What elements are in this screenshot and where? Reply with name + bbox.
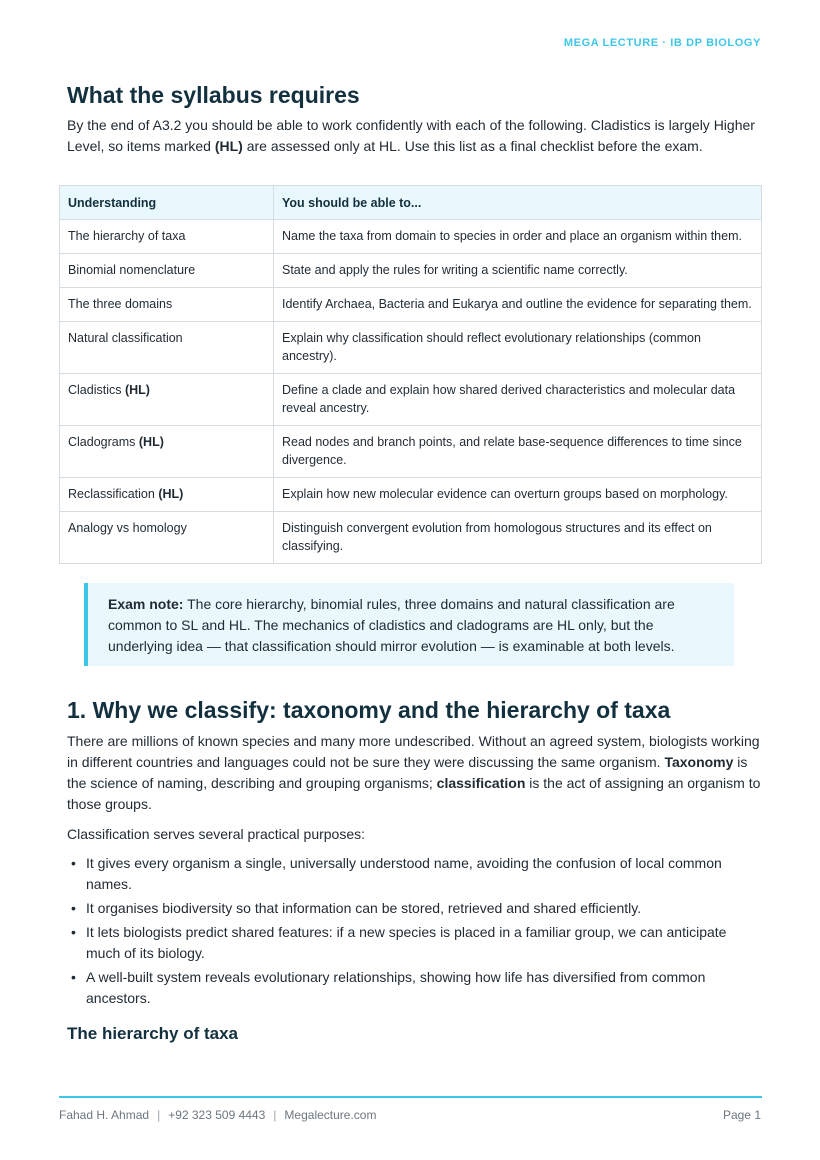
topic-text: Cladistics (68, 383, 125, 397)
term-classification: classification (436, 775, 526, 791)
para-text-c: is the act of assigning an organism to those groups. (67, 775, 761, 812)
table-row (60, 512, 762, 564)
footer-divider (59, 1096, 762, 1098)
bullet-icon: • (71, 855, 76, 871)
footer-phone: +92 323 509 4443 (168, 1108, 266, 1122)
footer-separator: | (273, 1108, 277, 1122)
row-topic (60, 254, 274, 288)
para-text-a: There are millions of known species and many more undescribed. Without an agreed system, biologists working in different countries and languages could not be sure they were discussing the same organism. (67, 733, 760, 770)
row-topic (60, 288, 274, 322)
topic-text: Reclassification (68, 487, 159, 501)
footer-contact (59, 1108, 376, 1122)
table-row (60, 374, 762, 426)
syllabus-section (67, 80, 762, 157)
term-taxonomy: Taxonomy (664, 754, 734, 770)
row-description: Distinguish convergent evolution from homologous structures and its effect on classifying. (274, 512, 762, 564)
intro-text-b: are assessed only at HL. Use this list as a final checklist before the exam. (242, 138, 703, 154)
section-1-title: 1. Why we classify: taxonomy and the hierarchy of taxa (67, 697, 671, 723)
footer-separator: | (157, 1108, 161, 1122)
topic-text: The hierarchy of taxa (68, 229, 186, 243)
footer-page-number: Page 1 (722, 1108, 761, 1122)
section-1-paragraph (67, 731, 762, 815)
row-topic (60, 220, 274, 254)
table-row (60, 478, 762, 512)
hl-marker: (HL) (158, 487, 184, 501)
row-description: Define a clade and explain how shared derived characteristics and molecular data reveal ancestry. (274, 374, 762, 426)
row-description: Name the taxa from domain to species in order and place an organism within them. (274, 220, 762, 254)
row-description: Explain why classification should reflect evolutionary relationships (common ancestry). (274, 322, 762, 374)
list-item-text: It lets biologists predict shared features: if a new species is placed in a familiar group, we can anticipate much of its biology. (86, 924, 727, 961)
footer-website-link[interactable]: Megalecture.com (284, 1108, 377, 1122)
para-text-b: is the science of naming, describing and grouping organisms; (67, 754, 748, 791)
header-understanding: Understanding (60, 186, 274, 220)
list-item (67, 898, 762, 919)
list-item (67, 967, 762, 1009)
topic-text: Natural classification (68, 331, 183, 345)
table-header-row (60, 186, 762, 220)
bullet-icon: • (71, 924, 76, 940)
syllabus-intro (67, 115, 762, 157)
list-item (67, 853, 762, 895)
section-why-classify (67, 695, 762, 1044)
exam-note-callout (84, 583, 734, 666)
footer-author: Fahad H. Ahmad (59, 1108, 150, 1122)
syllabus-table (59, 185, 762, 564)
intro-hl-marker: (HL) (214, 138, 243, 154)
row-topic (60, 322, 274, 374)
hierarchy-subheading: The hierarchy of taxa (67, 1024, 239, 1043)
header-brand-tag: MEGA LECTURE · IB DP BIOLOGY (563, 37, 761, 49)
row-description: Explain how new molecular evidence can overturn groups based on morphology. (274, 478, 762, 512)
list-item-text: It organises biodiversity so that information can be stored, retrieved and shared efficiently. (86, 900, 642, 916)
row-topic (60, 426, 274, 478)
table-row (60, 254, 762, 288)
intro-text-a: By the end of A3.2 you should be able to work confidently with each of the following. Cladistics is largely Higher Level, so items marked (67, 117, 755, 154)
list-item (67, 922, 762, 964)
row-description: Read nodes and branch points, and relate base-sequence differences to time since divergence. (274, 426, 762, 478)
exam-note-text: The core hierarchy, binomial rules, three domains and natural classification are common to SL and HL. The mechanics of cladistics and cladograms are HL only, but the underlying idea — that classification should mirror evolution — is examinable at both levels. (108, 596, 675, 654)
hl-marker: (HL) (138, 435, 164, 449)
bullet-icon: • (71, 969, 76, 985)
hl-marker: (HL) (124, 383, 150, 397)
row-description: State and apply the rules for writing a scientific name correctly. (274, 254, 762, 288)
purposes-list (67, 853, 762, 1009)
topic-text: Analogy vs homology (68, 521, 187, 535)
table-row (60, 288, 762, 322)
table-row (60, 426, 762, 478)
table-row (60, 220, 762, 254)
exam-note-label: Exam note: (108, 596, 184, 612)
row-topic (60, 512, 274, 564)
row-description: Identify Archaea, Bacteria and Eukarya and outline the evidence for separating them. (274, 288, 762, 322)
syllabus-title: What the syllabus requires (67, 82, 360, 108)
header-able-to: You should be able to... (274, 186, 762, 220)
row-topic (60, 478, 274, 512)
topic-text: Binomial nomenclature (68, 263, 196, 277)
list-item-text: A well-built system reveals evolutionary relationships, showing how life has diversified from common ancestors. (86, 969, 706, 1006)
row-topic (60, 374, 274, 426)
list-item-text: It gives every organism a single, universally understood name, avoiding the confusion of local common names. (86, 855, 722, 892)
topic-text: Cladograms (68, 435, 139, 449)
purposes-intro: Classification serves several practical purposes: (67, 826, 366, 842)
topic-text: The three domains (68, 297, 173, 311)
bullet-icon: • (71, 900, 76, 916)
table-row (60, 322, 762, 374)
